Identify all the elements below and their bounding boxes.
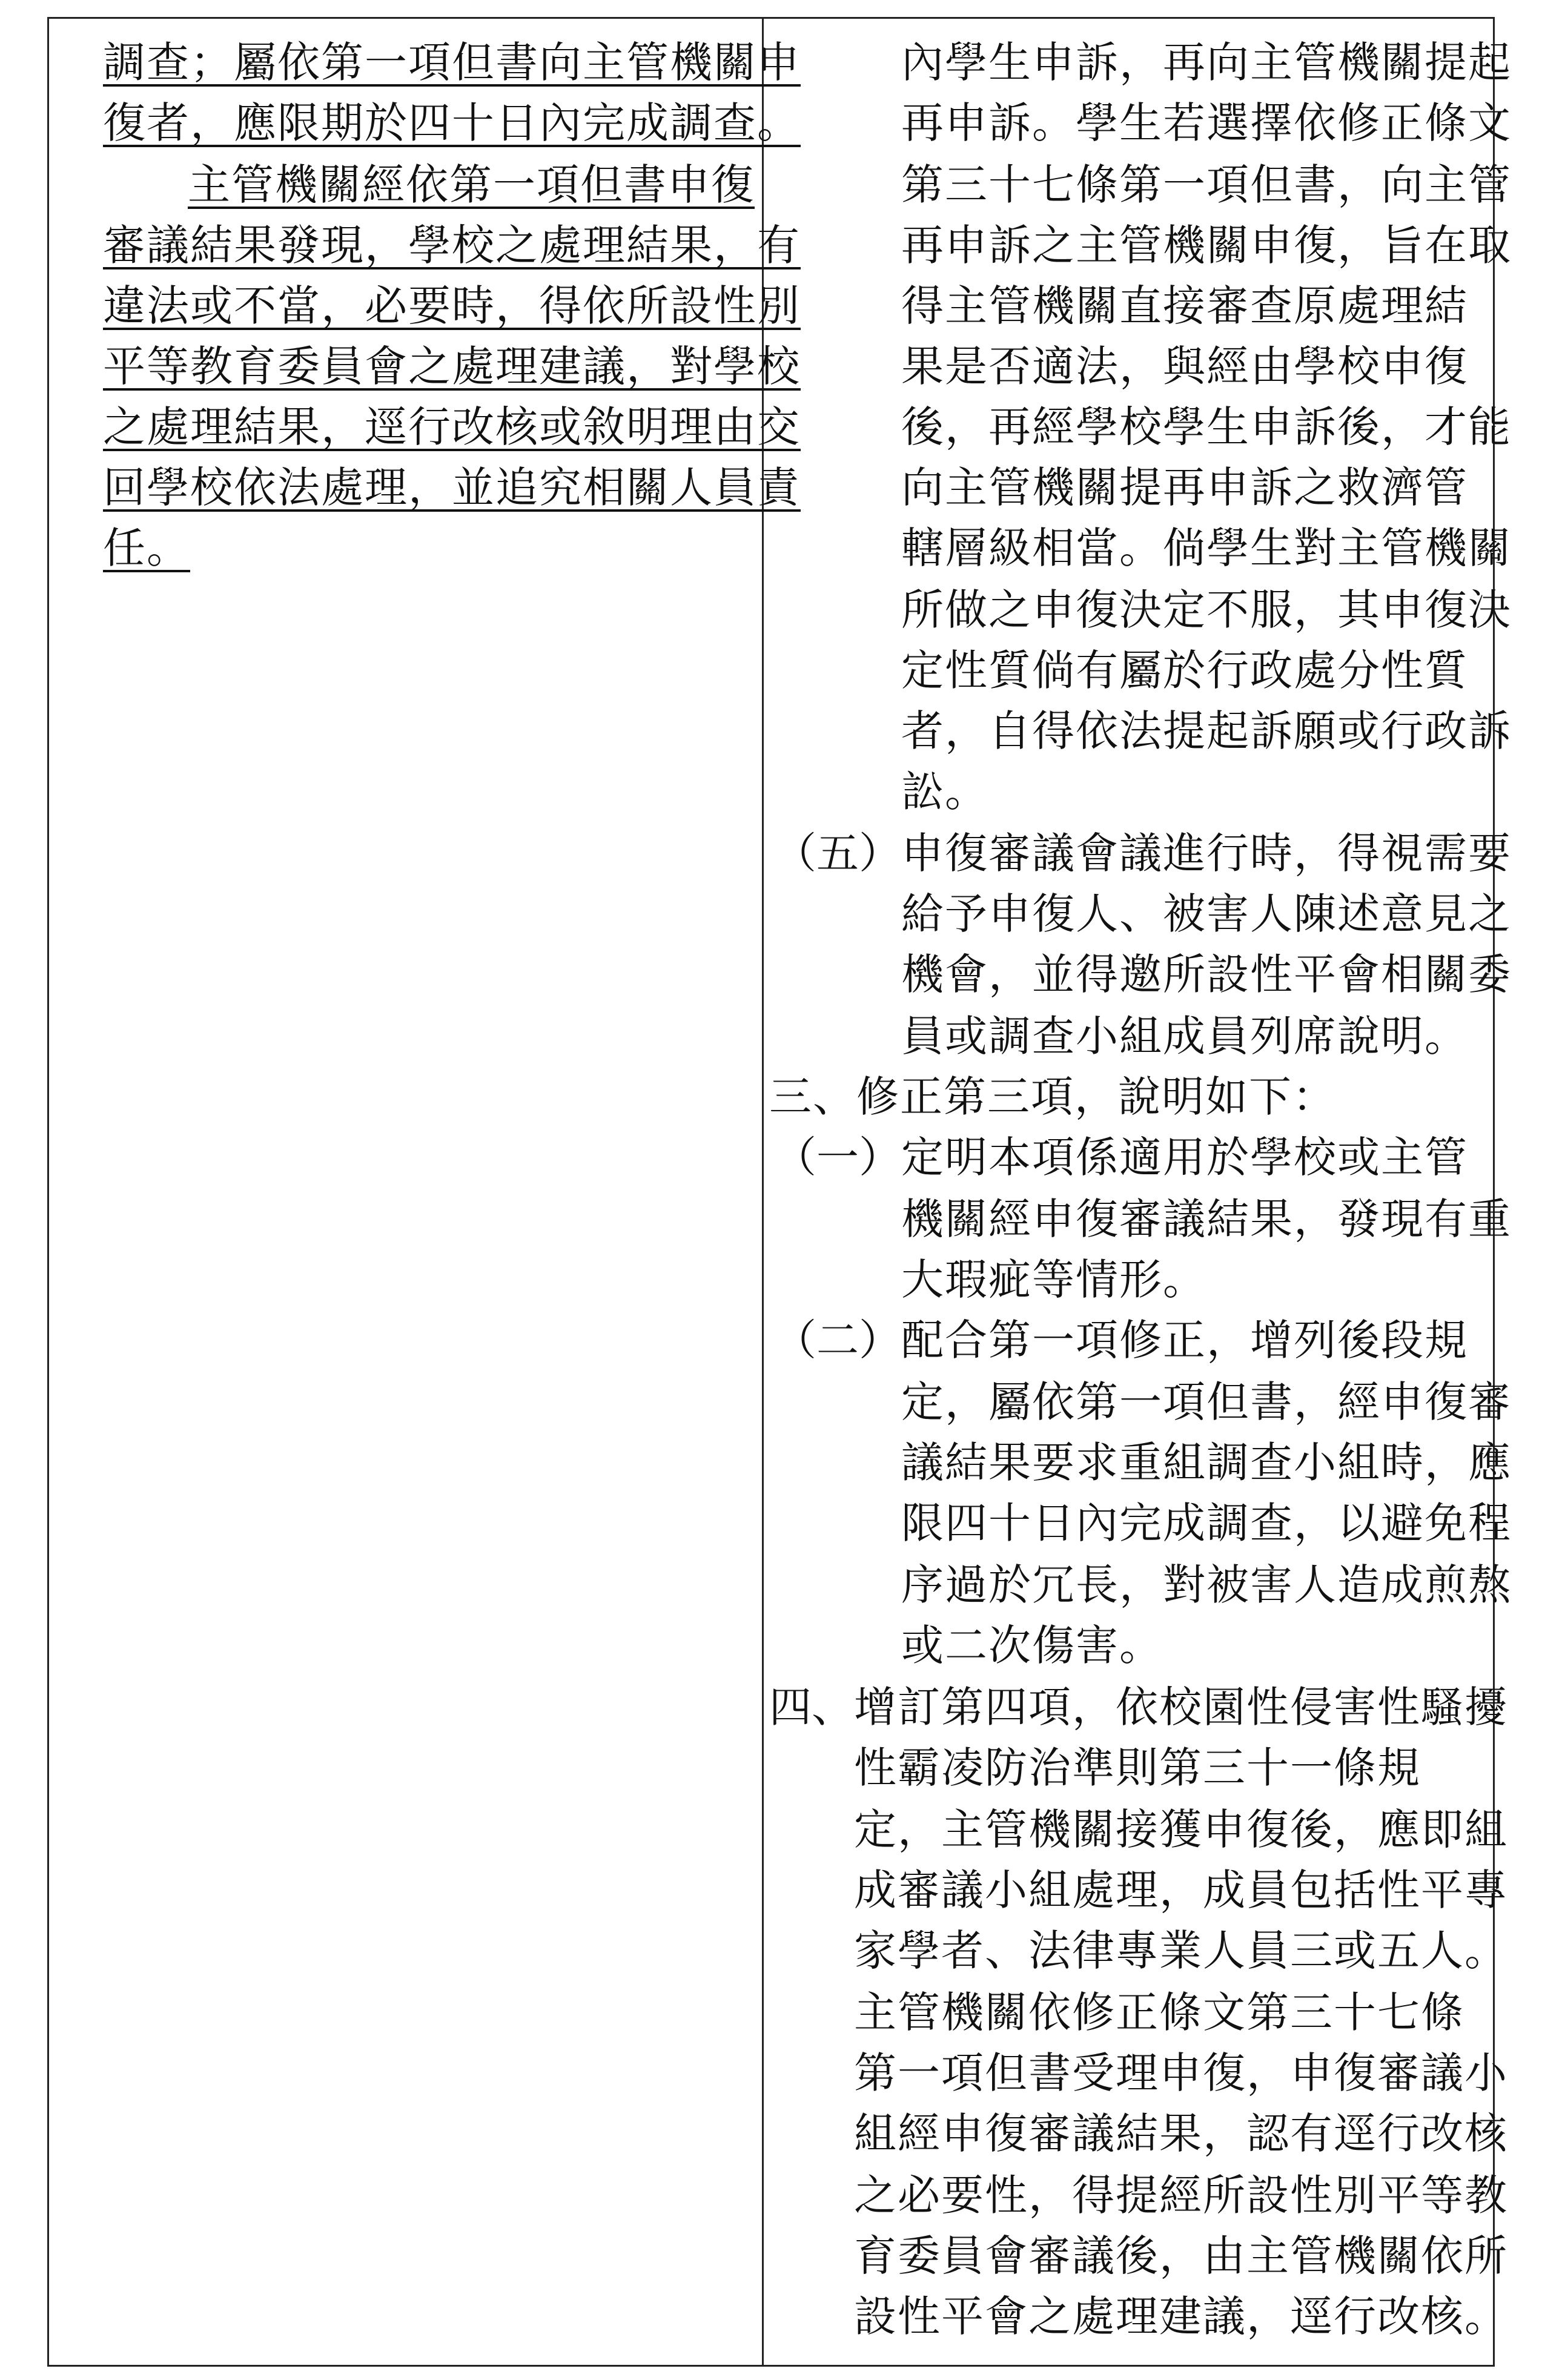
cont-line-1: 內學生申訴，再向主管機關提起 — [901, 38, 1512, 87]
left-line-7: 之處理結果，逕行改核或敘明理由交 — [103, 402, 801, 452]
item-1-line-2: 機關經申復審議結果，發現有重 — [901, 1194, 1512, 1244]
item-1-line-3: 大瑕疵等情形。 — [901, 1255, 1206, 1304]
cont-line-8: 向主管機關提再申訴之救濟管 — [901, 463, 1468, 512]
section-4-line-8: 組經申復審議結果，認有逕行改核 — [854, 2109, 1508, 2158]
item-5-line-3: 機會，並得邀所設性平會相關委 — [901, 950, 1512, 999]
left-line-8: 回學校依法處理，並追究相關人員責 — [103, 463, 801, 512]
cont-line-12: 者，自得依法提起訴願或行政訴 — [901, 706, 1512, 756]
cont-line-9: 轄層級相當。倘學生對主管機關 — [901, 523, 1512, 573]
cont-line-3: 第三十七條第一項但書，向主管 — [901, 160, 1512, 210]
item-2-line-1: 配合第一項修正，增列後段規 — [901, 1315, 1468, 1365]
left-line-3: 主管機關經依第一項但書申復 — [188, 160, 755, 210]
left-line-1: 調查；屬依第一項但書向主管機關申 — [103, 38, 801, 87]
item-2-line-6: 或二次傷害。 — [901, 1621, 1163, 1670]
cont-line-4: 再申訴之主管機關申復，旨在取 — [901, 220, 1512, 270]
section-3-heading: 三、修正第三項，說明如下： — [769, 1072, 1336, 1122]
item-5-line-4: 員或調查小組成員列席說明。 — [901, 1011, 1468, 1061]
section-4-line-9: 之必要性，得提經所設性別平等教 — [854, 2170, 1508, 2220]
section-4-line-4: 成審議小組處理，成員包括性平專 — [854, 1865, 1508, 1915]
left-line-9: 任。 — [103, 523, 190, 573]
cont-line-7: 後，再經學校學生申訴後，才能 — [901, 402, 1512, 452]
section-4-line-11: 設性平會之處理建議，逕行改核。 — [854, 2292, 1508, 2341]
section-4-line-5: 家學者、法律專業人員三或五人。 — [854, 1926, 1508, 1975]
cont-line-10: 所做之申復決定不服，其申復決 — [901, 585, 1512, 635]
item-2-line-5: 序過於冗長，對被害人造成煎熬 — [901, 1560, 1512, 1610]
cont-line-13: 訟。 — [901, 767, 988, 816]
item-2-line-2: 定，屬依第一項但書，經申復審 — [901, 1377, 1512, 1427]
item-5-marker: （五） — [774, 828, 901, 878]
left-line-6: 平等教育委員會之處理建議，對學校 — [103, 342, 801, 391]
left-line-4: 審議結果發現，學校之處理結果，有 — [103, 220, 801, 270]
cont-line-2: 再申訴。學生若選擇依修正條文 — [901, 98, 1512, 148]
item-5-line-2: 給予申復人、被害人陳述意見之 — [901, 889, 1512, 939]
section-4-line-7: 第一項但書受理申復，申復審議小 — [854, 2048, 1508, 2098]
item-2-line-4: 限四十日內完成調查，以避免程 — [901, 1498, 1512, 1548]
item-2-marker: （二） — [774, 1315, 901, 1365]
section-4-line-3: 定，主管機關接獲申復後，應即組 — [854, 1805, 1508, 1854]
item-2-line-3: 議結果要求重組調查小組時，應 — [901, 1438, 1512, 1487]
left-line-2: 復者，應限期於四十日內完成調查。 — [103, 98, 801, 148]
section-4-line-2: 性霸凌防治準則第三十一條規 — [854, 1743, 1421, 1793]
item-5-line-1: 申復審議會議進行時，得視需要 — [901, 828, 1512, 878]
section-4-line-6: 主管機關依修正條文第三十七條 — [854, 1988, 1464, 2037]
cont-line-5: 得主管機關直接審查原處理結 — [901, 281, 1468, 331]
cont-line-11: 定性質倘有屬於行政處分性質 — [901, 646, 1468, 695]
item-1-marker: （一） — [774, 1132, 901, 1182]
section-4-marker: 四、 — [769, 1682, 854, 1732]
cont-line-6: 果是否適法，與經由學校申復 — [901, 342, 1468, 391]
left-line-5: 違法或不當，必要時，得依所設性別 — [103, 281, 801, 331]
section-4-line-1: 增訂第四項，依校園性侵害性騷擾 — [854, 1682, 1508, 1732]
section-4-line-10: 育委員會審議後，由主管機關依所 — [854, 2231, 1508, 2281]
item-1-line-1: 定明本項係適用於學校或主管 — [901, 1132, 1468, 1182]
